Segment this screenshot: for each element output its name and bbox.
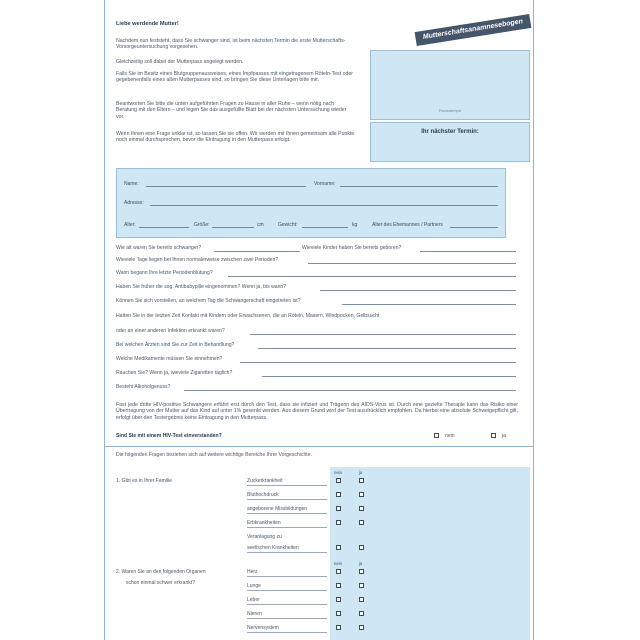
underline [247, 499, 327, 500]
partner-age-field[interactable] [450, 227, 498, 228]
col-header-nein-2: nein [334, 561, 342, 566]
question-pregnancies: Wie alt waren Sie bereits schwanger? [116, 245, 202, 251]
intro-paragraph-2: Gleichzeitig soll dabei der Mutterpass angelegt werden. [116, 59, 244, 65]
question-smoking: Rauchen Sie? Wenn ja, wieviele Zigaretten täglich? [116, 370, 233, 376]
checkbox-nein-leber[interactable] [336, 597, 341, 602]
answer-line-infection[interactable] [250, 334, 516, 335]
question-cycle: Wieviele Tage liegen bei Ihnen normalerweise zwischen zwei Perioden? [116, 257, 279, 263]
answer-line-last-period[interactable] [228, 276, 516, 277]
hiv-nein-checkbox[interactable] [434, 433, 439, 438]
underline [247, 604, 327, 605]
gewicht-label: Gewicht: [278, 222, 298, 228]
checkbox-ja-nieren[interactable] [359, 611, 364, 616]
intro-paragraph-1: Nachdem nun feststeht, dass Sie schwanger sind, ist beim nächsten Termin die erste Mutterschafts-Vorsorgeuntersuchung vorgesehen. [116, 38, 346, 51]
checkbox-nein-nieren[interactable] [336, 611, 341, 616]
organ-question-1: 2. Waren Sie an den folgenden Organen [116, 569, 206, 575]
checkbox-nein-erb[interactable] [336, 520, 341, 525]
checkbox-ja-leber[interactable] [359, 597, 364, 602]
checkbox-nein-lunge[interactable] [336, 583, 341, 588]
item-missbildungen: angeborene Missbildungen [247, 506, 308, 512]
question-children: Wieviele Kinder haben Sie bereits geboren? [302, 245, 402, 251]
item-nervensystem: Nervensystem [247, 625, 279, 631]
vorname-label: Vorname: [314, 181, 336, 187]
underline [247, 618, 327, 619]
checkbox-ja-seel[interactable] [359, 545, 364, 550]
underline [247, 527, 327, 528]
intro-paragraph-4: Beantworten Sie bitte die unten aufgeführten Fragen zu Hause in aller Ruhe – wenn nötig nach Beratung mit den Eltern – und legen Sie das ausgefüllte Blatt bei der nächsten Untersuchung wieder vor. [116, 101, 347, 120]
kg-unit: kg [352, 222, 358, 228]
question-infection-contact-2: oder an einer anderen Infektion erkrankt waren? [116, 328, 225, 334]
answer-line-cycle[interactable] [308, 263, 516, 264]
form-title-tag: Mutterschaftsanamnesebogen [415, 14, 532, 46]
underline [247, 513, 327, 514]
next-appointment-box[interactable] [370, 122, 530, 162]
intro-paragraph-5: Wenn Ihnen eine Frage unklar ist, so lassen Sie sie offen. Wir werden mit Ihnen gemeinsam alle Punkte noch einmal durchsprechen, bevor die Eintragung in den Mutterpass erfolgt. [116, 131, 355, 144]
item-herz: Herz [247, 569, 258, 575]
next-appointment-label: Ihr nächster Termin: [421, 129, 479, 135]
stamp-box [370, 50, 530, 120]
name-field[interactable] [146, 186, 306, 187]
cm-unit: cm [257, 222, 264, 228]
item-leber: Leber [247, 597, 260, 603]
answer-line-doctors[interactable] [258, 348, 516, 349]
col-header-ja-1: ja [359, 470, 363, 475]
checkbox-nein-zucker[interactable] [336, 478, 341, 483]
section2-intro: Die folgenden Fragen beziehen sich auf weitere wichtige Bereiche Ihrer Vorgeschichte. [116, 452, 312, 458]
item-lunge: Lunge [247, 583, 261, 589]
section-divider [104, 446, 534, 447]
answer-line-conception-day[interactable] [342, 304, 516, 305]
hiv-ja-checkbox[interactable] [491, 433, 496, 438]
item-seelisch: seelischen Krankheiten [247, 545, 299, 551]
organ-question-2: schon einmal schwer erkrankt? [126, 580, 195, 586]
alter-field[interactable] [139, 227, 189, 228]
question-medication: Welche Medikamente müssen Sie einnehmen? [116, 356, 223, 362]
underline [247, 552, 327, 553]
item-erbkrankheiten: Erbkrankheiten [247, 520, 281, 526]
checkbox-nein-seel[interactable] [336, 545, 341, 550]
item-nieren: Nieren [247, 611, 262, 617]
underline [247, 632, 327, 633]
answer-line-medication[interactable] [240, 362, 516, 363]
checkbox-nein-blut[interactable] [336, 492, 341, 497]
checkbox-nein-herz[interactable] [336, 569, 341, 574]
vorname-field[interactable] [340, 186, 498, 187]
item-bluthochdruck: Bluthochdruck [247, 492, 279, 498]
groesse-field[interactable] [212, 227, 254, 228]
item-veranlagung: Veranlagung zu [247, 534, 282, 540]
answer-line-pregnancies[interactable] [214, 251, 300, 252]
answer-line-children[interactable] [420, 251, 516, 252]
groesse-label: Größe: [194, 222, 210, 228]
family-question: 1. Gibt es in Ihrer Familie [116, 478, 172, 484]
underline [247, 590, 327, 591]
intro-paragraph-3: Falls Sie im Besitz eines Blutgruppenausweises, eines Impfpasses mit eingetragenem Röteln-Test oder gegebenenfalls eines alten Mutterpasses sind, so bringen Sie diese Unterlagen bitte mit. [116, 71, 354, 84]
underline [247, 576, 327, 577]
checkbox-ja-missb[interactable] [359, 506, 364, 511]
adresse-label: Adresse: [124, 200, 144, 206]
answer-line-smoking[interactable] [262, 376, 516, 377]
checkbox-nein-nerven[interactable] [336, 625, 341, 630]
question-conception-day: Können Sie sich vorstellen, an welchem Tag die Schwangerschaft eingetreten ist? [116, 298, 301, 304]
question-doctors: Bei welchen Ärzten sind Sie zur Zeit in Behandlung? [116, 342, 235, 348]
alter-label: Alter: [124, 222, 136, 228]
gewicht-field[interactable] [302, 227, 348, 228]
hiv-nein-label: nein [445, 433, 455, 439]
checkbox-ja-zucker[interactable] [359, 478, 364, 483]
greeting: Liebe werdende Mutter! [116, 21, 179, 27]
name-label: Name: [124, 181, 139, 187]
checkbox-ja-nerven[interactable] [359, 625, 364, 630]
question-last-period: Wann begann Ihre letzte Periodenblutung? [116, 270, 213, 276]
answer-line-pill[interactable] [320, 290, 516, 291]
item-zuckerkrankheit: Zuckerkrankheit [247, 478, 283, 484]
col-header-ja-2: ja [359, 561, 363, 566]
stamp-label: Praxisstempel [438, 109, 462, 113]
question-infection-contact: Hatten Sie in der letzten Zeit Kontakt mit Kindern oder Erwachsenen, die an Röteln, Masern, Windpocken, Gelbsucht [116, 313, 380, 319]
checkbox-ja-herz[interactable] [359, 569, 364, 574]
adresse-field[interactable] [150, 205, 498, 206]
hiv-question: Sind Sie mit einem HIV-Test einverstanden? [116, 433, 222, 439]
col-header-nein-1: nein [334, 470, 342, 475]
question-alcohol: Besteht Alkoholgenuss? [116, 384, 171, 390]
hiv-ja-label: ja [502, 433, 506, 439]
checkbox-ja-erb[interactable] [359, 520, 364, 525]
checkbox-ja-blut[interactable] [359, 492, 364, 497]
question-pill: Haben Sie früher die sog. Antibabypille eingenommen? Wenn ja, bis wann? [116, 284, 287, 290]
checkbox-nein-missb[interactable] [336, 506, 341, 511]
partner-age-label: Alter des Ehemannes / Partners [372, 222, 443, 228]
underline [247, 485, 327, 486]
checkbox-ja-lunge[interactable] [359, 583, 364, 588]
answer-line-alcohol[interactable] [184, 390, 516, 391]
hiv-info-text: Fast jede dritte HIV-positive Schwangere erfährt erst durch den Test, dass sie infiziert und Trägerin des AIDS-Virus ist. Durch eine gezielte Therapie kann das Risiko einer Übertragung von der Mutter auf das Kind auf unter 1% gesenkt werden. Aus diesem Grund wird der Test ausdrücklich empfohlen. Da hierbei eine absolute Schweigepflicht gilt, erfolgt über den Testergebnis keine Eintragung in den Mutterpass. [116, 402, 518, 421]
